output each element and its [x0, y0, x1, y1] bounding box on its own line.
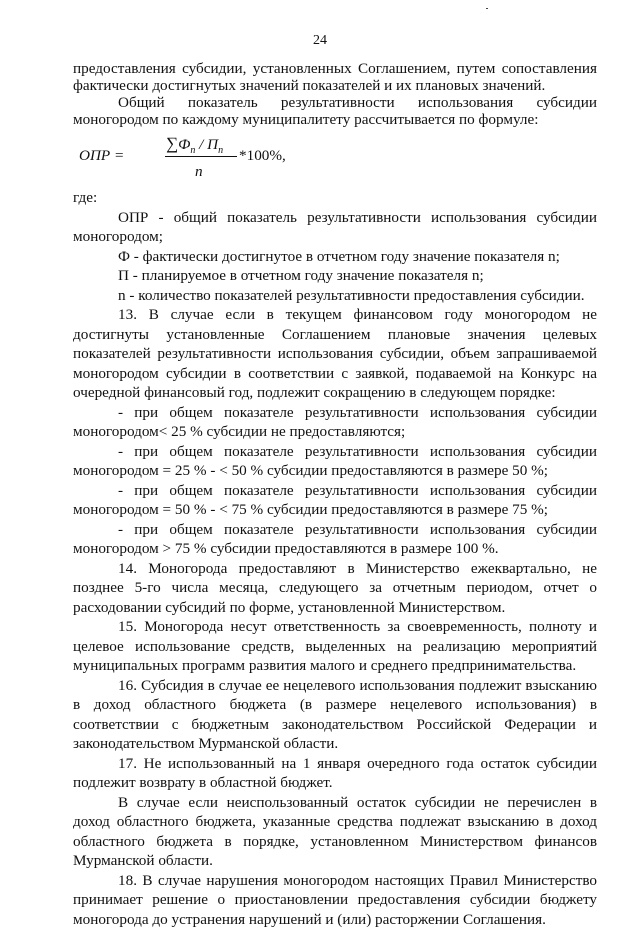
formula-denominator: n — [195, 162, 203, 182]
item-16: 16. Субсидия в случае ее нецелевого использования подлежит взысканию в доход областного бюджета (в размере нецелевого использования) в соответствии с бюджетным законодательством Российской Федерации и законодательством Мурманской области. — [73, 676, 597, 754]
fraction-bar — [165, 156, 237, 157]
bullet-over-75: - при общем показателе результативности использования субсидии моногородом > 75 % субсидии предоставляются в размере 100 %. — [73, 520, 597, 559]
legend-p: П - планируемое в отчетном году значение показателя n; — [73, 266, 597, 286]
item-17-continuation: В случае если неиспользованный остаток субсидии не перечислен в доход областного бюджета, указанные средства подлежат взысканию в доход областного бюджета в порядке, установленном Министерством финансов Мурманской области. — [73, 793, 597, 871]
formula-p-sub: n — [218, 145, 223, 156]
scan-artifact — [486, 8, 488, 9]
legend-n: n - количество показателей результативности предоставления субсидии. — [73, 286, 597, 306]
legend-where: где: — [73, 188, 597, 208]
paragraph-formula-intro: Общий показатель результативности использования субсидии моногородом по каждому муниципалитету рассчитывается по формуле: — [73, 94, 597, 128]
bullet-25-50: - при общем показателе результативности использования субсидии моногородом = 25 % - < 50 % субсидии предоставляются в размере 50 %; — [73, 442, 597, 481]
paragraph-intro-continuation: предоставления субсидии, установленных Соглашением, путем сопоставления фактически достигнутых значений показателей и их плановых значений. — [73, 60, 597, 94]
formula-multiplier: *100%, — [239, 146, 286, 166]
formula-f-sub: n — [190, 145, 195, 156]
bullet-under-25: - при общем показателе результативности использования субсидии моногородом< 25 % субсидии не предоставляются; — [73, 403, 597, 442]
item-18: 18. В случае нарушения моногородом настоящих Правил Министерство принимает решение о приостановлении предоставления субсидии бюджету моногорода до устранения нарушений и (или) расторжении Соглашения. — [73, 871, 597, 929]
document-body — [73, 60, 597, 929]
page-number: 24 — [0, 33, 640, 49]
item-14: 14. Моногорода предоставляют в Министерство ежеквартально, не позднее 5-го числа месяца, следующего за отчетным периодом, отчет о расходовании субсидий по форме, установленной Министерством. — [73, 559, 597, 618]
legend-f: Ф - фактически достигнутое в отчетном году значение показателя n; — [73, 247, 597, 267]
item-17: 17. Не использованный на 1 января очередного года остаток субсидии подлежит возврату в областной бюджет. — [73, 754, 597, 793]
legend-opr: ОПР - общий показатель результативности использования субсидии моногородом; — [73, 208, 597, 247]
bullet-50-75: - при общем показателе результативности использования субсидии моногородом = 50 % - < 75 % субсидии предоставляются в размере 75 %; — [73, 481, 597, 520]
formula-p: П — [207, 136, 218, 153]
item-13: 13. В случае если в текущем финансовом году моногородом не достигнуты установленные Соглашением плановые значения целевых показателей результативности использования субсидии, объем запрашиваемой моногородом субсидии в соответствии с заявкой, подаваемой на Конкурс на очередной финансовый год, подлежит сокращению в следующем порядке: — [73, 305, 597, 403]
formula-f: Ф — [178, 136, 190, 153]
formula-lhs: ОПР = — [79, 146, 124, 166]
item-15: 15. Моногорода несут ответственность за своевременность, полноту и целевое использование средств, выделенных на реализацию мероприятий муниципальных программ развития малого и среднего предпринимательства. — [73, 617, 597, 676]
sigma-symbol: ∑ — [166, 134, 178, 153]
formula-opr — [73, 134, 597, 184]
formula-sep: / — [195, 136, 207, 153]
